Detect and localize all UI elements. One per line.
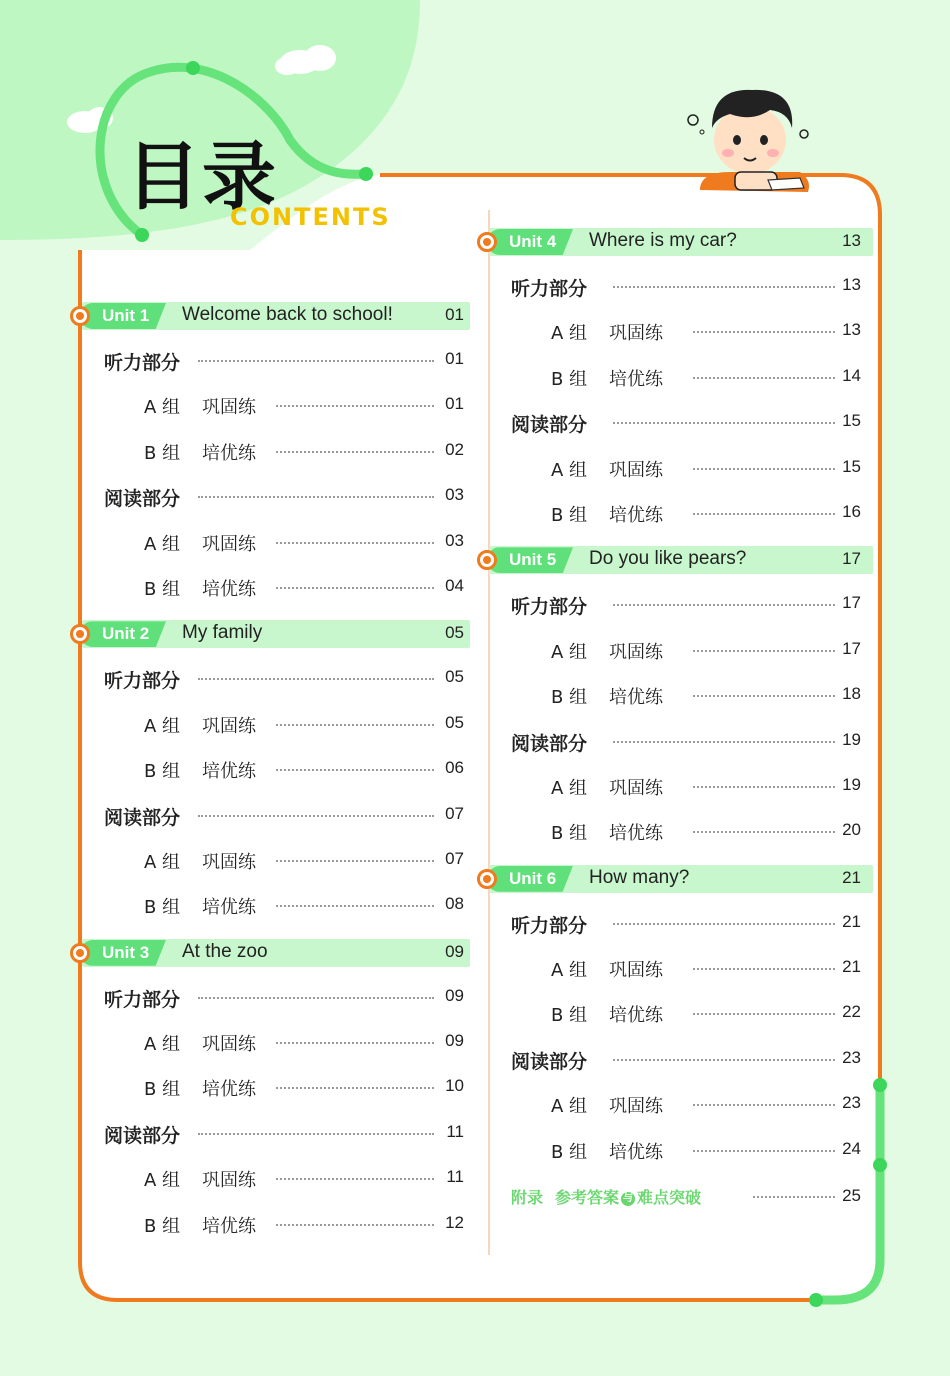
toc-group-label: 培优练 <box>202 1215 256 1237</box>
toc-group-label: 培优练 <box>202 578 256 600</box>
unit-page-number: 13 <box>842 231 861 250</box>
toc-page-number: 05 <box>445 667 464 687</box>
toc-entry-label: 阅读部分 <box>104 806 181 829</box>
toc-group-row[interactable] <box>70 530 470 575</box>
dot-leader <box>276 769 434 771</box>
toc-left-column <box>70 302 470 1257</box>
toc-entry-label <box>144 1075 256 1101</box>
dot-leader <box>276 1224 434 1226</box>
toc-group-name: A 组 <box>144 1170 181 1192</box>
toc-group-name: A 组 <box>551 323 588 345</box>
toc-group-row[interactable] <box>477 319 877 364</box>
unit-header[interactable] <box>70 939 470 967</box>
toc-page-number: 13 <box>842 320 861 340</box>
toc-page-number: 21 <box>842 957 861 977</box>
dot-leader <box>613 1059 835 1061</box>
toc-section-row[interactable] <box>70 666 470 711</box>
toc-group-row[interactable] <box>70 848 470 893</box>
toc-page-number: 09 <box>445 1031 464 1051</box>
toc-entry-label <box>551 365 663 391</box>
toc-page-number: 17 <box>842 638 861 658</box>
toc-group-label: 巩固练 <box>609 641 663 663</box>
toc-entry-label <box>551 1092 663 1118</box>
dot-leader <box>613 923 835 925</box>
toc-group-label: 巩固练 <box>609 777 663 799</box>
toc-page-number: 19 <box>842 729 861 749</box>
unit-section <box>70 620 470 938</box>
toc-group-name: B 组 <box>551 504 588 526</box>
toc-entry-label: 听力部分 <box>511 596 588 619</box>
toc-group-row[interactable] <box>477 456 877 501</box>
dot-leader <box>693 695 835 697</box>
dot-leader <box>276 905 434 907</box>
dot-leader <box>613 741 835 743</box>
dot-leader <box>276 1042 434 1044</box>
unit-badge-label: Unit 5 <box>509 550 557 570</box>
toc-page-number: 09 <box>445 985 464 1005</box>
toc-section-row[interactable] <box>477 274 877 319</box>
dot-leader <box>276 405 434 407</box>
unit-badge-label: Unit 3 <box>102 942 150 962</box>
toc-page-number: 14 <box>842 365 861 385</box>
toc-page-number: 23 <box>842 1047 861 1067</box>
dot-leader <box>693 1013 835 1015</box>
dot-leader <box>693 468 835 470</box>
toc-entry-label: 阅读部分 <box>104 488 181 511</box>
toc-page-number: 05 <box>445 712 464 732</box>
toc-entry-label: 阅读部分 <box>104 1124 181 1147</box>
toc-page-number: 17 <box>842 593 861 613</box>
toc-group-row[interactable] <box>477 819 877 864</box>
toc-entry-label <box>144 1030 256 1056</box>
toc-entry-label <box>144 848 256 874</box>
dot-leader <box>276 587 434 589</box>
toc-group-name: B 组 <box>144 897 181 919</box>
toc-group-row[interactable] <box>477 1001 877 1046</box>
toc-entry-label <box>551 319 663 345</box>
unit-page-number: 01 <box>445 305 464 324</box>
toc-group-label: 培优练 <box>609 687 663 709</box>
toc-group-row[interactable] <box>477 956 877 1001</box>
toc-entry-label <box>144 439 256 465</box>
toc-page-number: 24 <box>842 1138 861 1158</box>
toc-entry-label <box>144 530 256 556</box>
unit-page-number: 05 <box>445 623 464 643</box>
toc-page-number: 19 <box>842 774 861 794</box>
dot-leader <box>693 1104 835 1106</box>
dot-leader <box>198 360 434 362</box>
unit-bullet-icon <box>70 306 90 326</box>
toc-entry-label <box>144 757 256 783</box>
unit-section <box>70 302 470 620</box>
toc-page-number: 15 <box>842 411 861 431</box>
toc-entry-label <box>551 1001 663 1027</box>
unit-title: Where is my car? <box>589 230 737 251</box>
toc-section-row[interactable] <box>477 729 877 774</box>
dot-leader <box>198 678 434 680</box>
dot-leader <box>276 860 434 862</box>
toc-entry-label <box>551 774 663 800</box>
toc-section-row[interactable] <box>477 592 877 637</box>
toc-section-row[interactable] <box>70 803 470 848</box>
dot-leader <box>613 286 835 288</box>
toc-group-label: 培优练 <box>609 1005 663 1027</box>
toc-page-number: 03 <box>445 530 464 550</box>
toc-entry-label <box>551 819 663 845</box>
page-title: 目录 <box>126 134 278 220</box>
toc-page-number: 21 <box>842 911 861 931</box>
unit-header[interactable] <box>477 865 877 893</box>
toc-group-label: 培优练 <box>609 1141 663 1163</box>
dot-leader <box>693 831 835 833</box>
toc-page-number: 06 <box>445 758 464 778</box>
unit-entries <box>70 348 470 620</box>
unit-entries <box>477 274 877 546</box>
toc-entry-label <box>144 393 256 419</box>
unit-section <box>70 939 470 1257</box>
unit-section <box>477 228 877 546</box>
page-subtitle: CONTENTS <box>230 203 391 231</box>
toc-group-label: 巩固练 <box>202 533 256 555</box>
unit-bullet-icon <box>477 869 497 889</box>
toc-section-row[interactable] <box>477 911 877 956</box>
dot-leader <box>613 422 835 424</box>
toc-page-number: 11 <box>446 1121 464 1141</box>
toc-page-number: 10 <box>445 1076 464 1096</box>
unit-entries <box>477 592 877 864</box>
toc-entry-label: 听力部分 <box>104 670 181 693</box>
toc-entry-label <box>551 501 663 527</box>
unit-entries <box>70 666 470 938</box>
toc-page-number: 08 <box>445 894 464 914</box>
toc-group-row[interactable] <box>477 1092 877 1137</box>
toc-group-label: 培优练 <box>609 368 663 390</box>
toc-entry-label: 听力部分 <box>104 988 181 1011</box>
toc-group-label: 培优练 <box>609 504 663 526</box>
dot-leader <box>693 968 835 970</box>
unit-header[interactable] <box>477 546 877 574</box>
dot-leader <box>198 997 434 999</box>
toc-page-number: 16 <box>842 501 861 521</box>
dot-leader <box>198 1133 434 1135</box>
appendix-label-2: 参考答案 <box>555 1188 620 1208</box>
toc-group-name: B 组 <box>551 368 588 390</box>
toc-group-name: A 组 <box>551 459 588 481</box>
appendix-row[interactable] <box>477 1185 877 1215</box>
toc-page-number: 01 <box>445 349 464 368</box>
unit-bullet-icon <box>477 232 497 252</box>
toc-group-row[interactable] <box>477 638 877 683</box>
toc-group-name: A 组 <box>144 1034 181 1056</box>
toc-page-number: 18 <box>842 684 861 704</box>
toc-section-row[interactable] <box>70 1121 470 1166</box>
toc-group-name: B 组 <box>144 1215 181 1237</box>
toc-group-row[interactable] <box>477 683 877 728</box>
toc-group-label: 巩固练 <box>202 1170 256 1192</box>
toc-group-name: A 组 <box>551 1096 588 1118</box>
toc-entry-label <box>144 893 256 919</box>
toc-page-number: 03 <box>445 485 464 505</box>
toc-group-label: 巩固练 <box>202 397 256 419</box>
toc-group-name: A 组 <box>144 533 181 555</box>
toc-group-label: 培优练 <box>202 897 256 919</box>
appendix-label <box>511 1185 701 1208</box>
unit-title: At the zoo <box>182 940 268 962</box>
dot-leader <box>693 377 835 379</box>
toc-entry-label: 阅读部分 <box>511 1050 588 1073</box>
toc-group-row[interactable] <box>477 501 877 546</box>
unit-title: How many? <box>589 866 690 888</box>
toc-entry-label <box>144 1166 256 1192</box>
dot-leader <box>693 786 835 788</box>
toc-page-number: 01 <box>445 394 464 414</box>
toc-section-row[interactable] <box>477 410 877 455</box>
toc-group-name: A 组 <box>551 777 588 799</box>
toc-page-number: 04 <box>445 575 464 595</box>
toc-entry-label <box>551 683 663 709</box>
unit-page-number: 09 <box>445 941 464 961</box>
toc-group-label: 巩固练 <box>202 851 256 873</box>
dot-leader <box>693 650 835 652</box>
dot-leader <box>613 604 835 606</box>
toc-group-row[interactable] <box>70 575 470 620</box>
dot-leader <box>693 513 835 515</box>
appendix-label-1: 附录 <box>511 1188 544 1208</box>
dot-leader <box>276 451 434 453</box>
dot-leader <box>276 1178 434 1180</box>
dot-leader <box>276 542 434 544</box>
dot-leader <box>693 331 835 333</box>
toc-page-number: 22 <box>842 1002 861 1022</box>
dot-leader <box>198 496 434 498</box>
toc-section-row[interactable] <box>477 1047 877 1092</box>
unit-section <box>477 546 877 864</box>
dot-leader <box>198 815 434 817</box>
toc-group-name: A 组 <box>144 397 181 419</box>
toc-section-row[interactable] <box>70 348 470 393</box>
toc-group-name: A 组 <box>551 960 588 982</box>
toc-group-row[interactable] <box>477 774 877 819</box>
unit-bullet-icon <box>70 943 90 963</box>
appendix-label-3: 难点突破 <box>637 1188 702 1208</box>
toc-group-name: B 组 <box>551 1005 588 1027</box>
toc-group-name: B 组 <box>144 1079 181 1101</box>
toc-group-name: B 组 <box>551 687 588 709</box>
appendix-and-icon: 与 <box>623 1192 634 1204</box>
unit-badge-label: Unit 6 <box>509 868 557 888</box>
toc-page-number: 07 <box>445 848 464 868</box>
toc-section-row[interactable] <box>70 484 470 529</box>
toc-group-label: 巩固练 <box>609 1096 663 1118</box>
toc-group-row[interactable] <box>70 439 470 484</box>
toc-entry-label <box>144 712 256 738</box>
unit-header[interactable] <box>70 620 470 648</box>
dot-leader <box>693 1150 835 1152</box>
toc-entry-label <box>551 956 663 982</box>
toc-page-number: 02 <box>445 439 464 459</box>
toc-right-column <box>477 228 877 1215</box>
toc-group-row[interactable] <box>477 365 877 410</box>
toc-entry-label: 阅读部分 <box>511 414 588 437</box>
toc-page-number: 13 <box>842 275 861 294</box>
unit-section <box>477 865 877 1183</box>
toc-page-number: 12 <box>445 1212 464 1232</box>
toc-group-name: B 组 <box>551 1141 588 1163</box>
toc-group-label: 培优练 <box>202 761 256 783</box>
toc-group-name: B 组 <box>144 761 181 783</box>
toc-group-label: 培优练 <box>609 823 663 845</box>
unit-title: My family <box>182 622 263 644</box>
toc-group-row[interactable] <box>70 393 470 438</box>
dot-leader <box>276 1087 434 1089</box>
toc-entry-label <box>144 1212 256 1238</box>
unit-title: Do you like pears? <box>589 548 747 570</box>
unit-page-number: 21 <box>842 867 861 887</box>
toc-group-label: 巩固练 <box>609 323 663 345</box>
toc-page-number: 07 <box>445 803 464 823</box>
toc-group-label: 巩固练 <box>609 459 663 481</box>
unit-badge-label: Unit 4 <box>509 232 557 251</box>
toc-entry-label <box>551 638 663 664</box>
toc-group-row[interactable] <box>70 757 470 802</box>
toc-group-name: B 组 <box>551 823 588 845</box>
toc-group-row[interactable] <box>70 1030 470 1075</box>
toc-group-row[interactable] <box>70 1212 470 1257</box>
unit-title: Welcome back to school! <box>182 304 393 325</box>
toc-page-number: 20 <box>842 820 861 840</box>
toc-group-name: B 组 <box>144 578 181 600</box>
toc-group-row[interactable] <box>70 1166 470 1211</box>
toc-entry-label: 听力部分 <box>104 352 181 374</box>
toc-group-name: A 组 <box>144 851 181 873</box>
toc-group-label: 巩固练 <box>609 960 663 982</box>
unit-badge-label: Unit 2 <box>102 624 150 644</box>
toc-group-row[interactable] <box>70 712 470 757</box>
toc-group-label: 培优练 <box>202 1079 256 1101</box>
toc-entry-label: 阅读部分 <box>511 732 588 755</box>
appendix-page-number: 25 <box>842 1186 861 1206</box>
toc-group-row[interactable] <box>70 893 470 938</box>
toc-page-number: 23 <box>842 1093 861 1113</box>
dot-leader <box>753 1196 835 1198</box>
toc-group-name: A 组 <box>144 715 181 737</box>
toc-group-label: 巩固练 <box>202 1034 256 1056</box>
unit-header[interactable] <box>70 302 470 330</box>
toc-group-row[interactable] <box>477 1138 877 1183</box>
toc-group-row[interactable] <box>70 1075 470 1120</box>
unit-page-number: 17 <box>842 549 861 569</box>
toc-page-number: 15 <box>842 456 861 476</box>
unit-badge-label: Unit 1 <box>102 306 150 325</box>
toc-group-name: A 组 <box>551 641 588 663</box>
toc-group-label: 培优练 <box>202 442 256 464</box>
unit-entries <box>477 911 877 1183</box>
toc-group-name: B 组 <box>144 442 181 464</box>
dot-leader <box>276 724 434 726</box>
toc-page-number: 11 <box>446 1167 464 1187</box>
toc-group-label: 巩固练 <box>202 715 256 737</box>
toc-section-row[interactable] <box>70 985 470 1030</box>
toc-entry-label <box>551 1138 663 1164</box>
unit-header[interactable] <box>477 228 877 256</box>
toc-entry-label: 听力部分 <box>511 278 588 300</box>
toc-entry-label: 听力部分 <box>511 914 588 937</box>
unit-entries <box>70 985 470 1257</box>
toc-entry-label <box>551 456 663 482</box>
toc-entry-label <box>144 575 256 601</box>
